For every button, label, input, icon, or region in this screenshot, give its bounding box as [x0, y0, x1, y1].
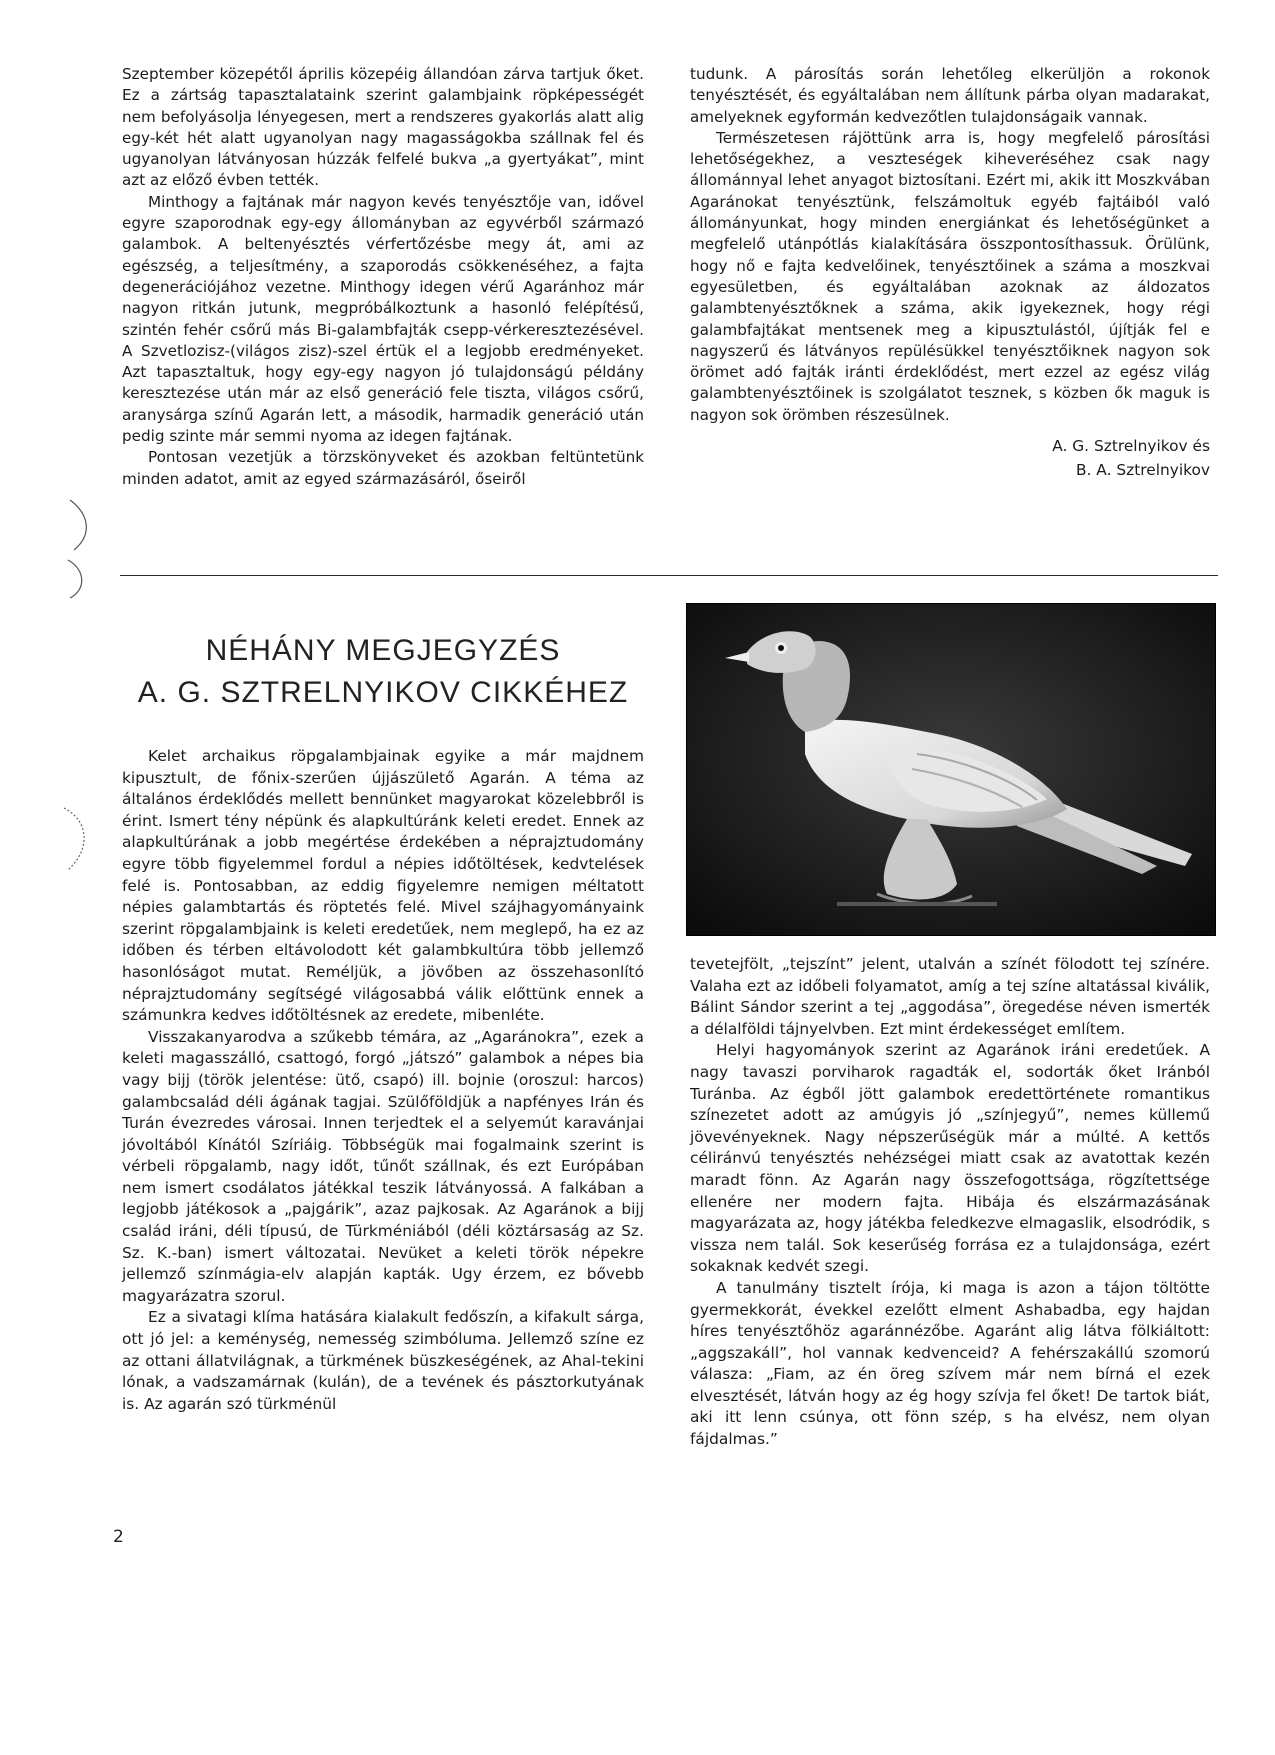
page-number: 2 — [113, 1527, 124, 1547]
margin-scan-mark — [58, 800, 98, 880]
article-bottom-right-column — [690, 954, 1210, 1451]
article-headline — [122, 630, 644, 714]
author-line-2: B. A. Sztrelnyikov — [1075, 461, 1210, 480]
paragraph: Pontosan vezetjük a törzskönyveket és azokban feltüntetünk minden adatot, amit az egyed származásáról, őseiről — [122, 448, 644, 488]
paragraph: Természetesen rájöttünk arra is, hogy megfelelő párosítási lehetőségekhez, a veszteségek kiheveréséhez csak nagy állománnyal lehet anyagot biztosítani. Ezért mi, akik itt Moszkvában Agaránokat tenyésztünk, felszámoltuk egyéb fajtáiból való állományunkat, hogy minden energiánkat és lehetőségünket a megfelelő utánpótlás kialakítására összpontosíthassuk. Örülünk, hogy nő e fajta kedvelőinek, tenyésztőinek a száma a moszkvai egyesületben, és egyáltalában azoknak az áldozatos galambtenyésztőknek a száma, akik igyekeznek, hogy régi galambfajtákat mentsenek meg a kipusztulástól, újítják fel e nagyszerű és látványos repülésükkel tenyésztőiknek nagyon sok örömet adó fajták iránti érdeklődést, mert ezzel az egész világ galambtenyésztőinek is szolgálatot tesznek, s közben ők maguk is nagyon sok örömben részesülnek. — [690, 128, 1210, 424]
paragraph: Szeptember közepétől április közepéig állandóan zárva tartjuk őket. Ez a zártság tapasztalataink szerint galambjaink röpképességét nem befolyásolja lényegesen, mert a rendszeres gyakorlás alatt alig egy-két hét alatt ugyanolyan nagy magasságokba szállnak fel és ugyanolyan látványosan húzzák felfelé bukva „a gyertyákat”, mint azt az előző évben tették. — [122, 65, 644, 190]
paragraph: Minthogy a fajtának már nagyon kevés tenyésztője van, idővel egyre szaporodnak egy-egy állományban az egyvérből származó galambok. A beltenyésztés vérfertőzésbe megy át, ami az egészség, a teljesítmény, a szaporodás csökkenéséhez, a fajta degenerációjához vezetne. Minthogy idegen vérű Agaránhoz már nagyon ritkán jutunk, megpróbálkoztunk a hasonló felépítésű, szintén fehér csőrű más Bi-galambfajták csepp-vérkeresztezésével. A Szvetlozisz-(világos zisz)-szel értük el a legjobb eredményeket. Azt tapasztaltuk, hogy egy-egy nagyon jó tulajdonságú példány keresztezése után már az első generáció fele tiszta, világos csőrű, aranysárga színű Agarán lett, a második, harmadik generáció után pedig szinte már semmi nyoma az idegen fajtának. — [122, 192, 644, 446]
paragraph: A tanulmány tisztelt írója, ki maga is azon a tájon töltötte gyermekkorát, évekkel ezelőtt elment Ashabadba, egy hajdan híres tenyésztőhöz agaránnézőbe. Agaránt alig látva fölkiáltott: „aggszakáll”, hol vannak kedvenceid? A fehérszakállú szomorú válasza: „Fiam, az én öreg szívem már nem bírná el ezek elvesztését, látván hogy az ég hogy szívja fel őket! De tartok biát, aki itt lenn csúnya, ott fönn szép, s ha elvész, nem olyan fájdalmas.” — [690, 1278, 1210, 1449]
headline-line-2: A. G. SZTRELNYIKOV CIKKÉHEZ — [137, 676, 629, 709]
margin-scan-mark — [60, 490, 100, 600]
pigeon-photo — [686, 603, 1216, 936]
author-signature — [690, 434, 1210, 482]
article-bottom-left-column — [122, 746, 644, 1415]
section-divider — [120, 575, 1218, 576]
headline-line-1: NÉHÁNY MEGJEGYZÉS — [205, 634, 561, 667]
paragraph: tevetejfölt, „tejszínt” jelent, utalván a színét fölodott tej színére. Valaha ezt az időbeli folyamatot, amíg a tej színe altatással kiválik, Bálint Sándor szerint a tej „aggodása”, öregedése néven ismerték a délalföldi tájnyelvben. Ezt mint érdekességet említem. — [690, 955, 1210, 1038]
paragraph: Helyi hagyományok szerint az Agaránok iráni eredetűek. A nagy tavaszi porviharok ragadták el, sodorták őket Iránból Turánba. Az égből jött galambok eredettörténete romantikus színezetet adott az amúgyis jó „színjegyű”, nemes küllemű jövevényeknek. Nagy népszerűségük már a múlté. A kettős céliránvú tenyésztés nehézségei miatt csak az avatottak kezén maradt fönn. Az Agarán nagy összefogottsága, rögzítettsége ellenére ner modern fajta. Hibája és elszármazásának magyarázata az, hogy játékba feledkezve elmagaslik, elsodródik, s vissza nem talál. Sok keserűség forrása ez a tulajdonsága, ezért sokaknak kedvét szegi. — [690, 1041, 1210, 1276]
paragraph: tudunk. A párosítás során lehetőleg elkerüljön a rokonok tenyésztését, és egyáltalában nem állítunk párba olyan madarakat, amelyeknek egyformán kedvezőtlen tulajdonságaik vannak. — [690, 65, 1210, 126]
paragraph: Kelet archaikus röpgalambjainak egyike a már majdnem kipusztult, de főnix-szerűen újjászülető Agarán. A téma az általános érdeklődés mellett bennünket magyarokat közelebbről is érint. Ismert tény népünk és alapkultúránk keleti eredet. Ennek az alapkultúrának a jobb megértése érdekében a néprajztudomány egyre több figyelemmel fordul a népies időtöltések, kedvtelések felé is. Pontosabban, az eddig figyelemre nemigen méltatott népies galambtartás és röptetés felé. Mivel szájhagyományaink szerint röpgalambjaink is keleti eredetűek, nem meglepő, ha ez az időben és térben eltávolodott két galambkultúra több jellemző hasonlóságot mutat. Reméljük, a jövőben az összehasonlító néprajztudomány segítségé világosabbá válik előttünk ennek a számunkra kedves időtöltésnek az eredete, mibenléte. — [122, 747, 644, 1025]
paragraph: Ez a sivatagi klíma hatására kialakult fedőszín, a kifakult sárga, ott jó jel: a keménység, nemesség szimbóluma. Jellemző színe ez az ottani állatvilágnak, a türkmének büszkeségének, az Ahal-tekini lónak, a vadszamárnak (kulán), de a tevének és pásztorkutyának is. Az agarán szó türkménül — [122, 1308, 644, 1413]
author-line-1: A. G. Sztrelnyikov és — [1052, 437, 1210, 456]
article-top-left-column — [122, 64, 644, 490]
article-top-right-column — [690, 64, 1210, 482]
paragraph: Visszakanyarodva a szűkebb témára, az „Agaránokra”, ezek a keleti magasszálló, csattogó, forgó „játszó” galambok a népes bia vagy bijj (török jelentése: ütő, csapó) ill. bojnie (oroszul: harcos) galambcsalád déli ágának tagjai. Szülőföldjük a napfényes Irán és Turán évezredes városai. Innen terjedtek el a selyemút karavánjai jóvoltából Kínától Szíriáig. Többségük mai fogalmaink szerint is vérbeli röpgalamb, nagy időt, tűnőt szállnak, és ezt Európában nem ismert csodálatos játékkal teszik látványossá. A falkában a legjobb játékosok a „pajgárik”, azaz pajkosak. Az Agaránok a bijj család iráni, déli típusú, de Türkméniából (déli köztársaság az Sz. Sz. K.-ban) ismert változatai. Nevüket a keleti török népekre jellemző színmágia-elv alapján kapták. Ugy érzem, ez bővebb magyarázatra szorul. — [122, 1027, 644, 1305]
